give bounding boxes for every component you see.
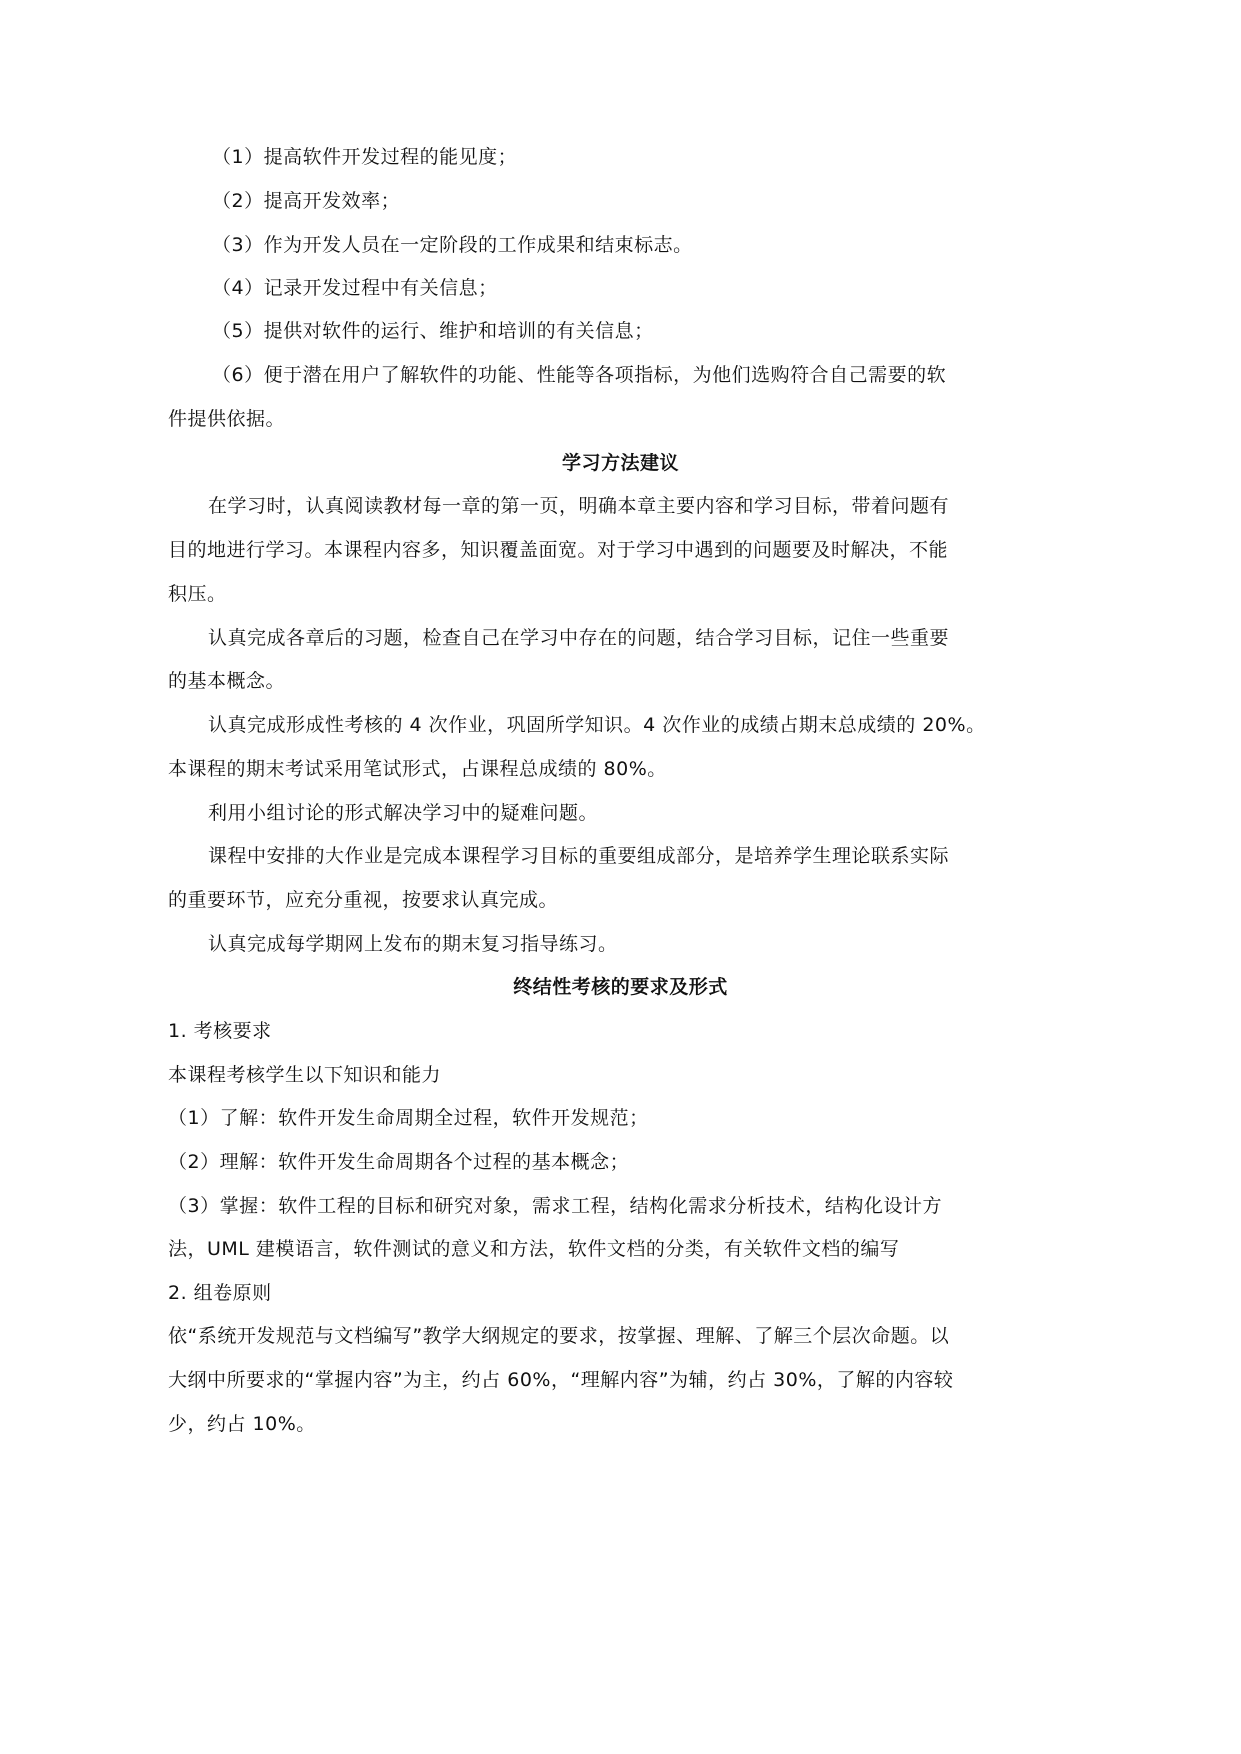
- paragraph-line: 的基本概念。: [168, 670, 286, 692]
- paragraph-line: 的重要环节，应充分重视，按要求认真完成。: [168, 889, 559, 911]
- list-item: （3）掌握：软件工程的目标和研究对象，需求工程，结构化需求分析技术，结构化设计方: [168, 1195, 942, 1217]
- paragraph-line: 大纲中所要求的“掌握内容”为主，约占 60%，“理解内容”为辅，约占 30%，了解的内容较: [168, 1369, 954, 1391]
- paragraph-line: 依“系统开发规范与文档编写”教学大纲规定的要求，按掌握、理解、了解三个层次命题。以: [168, 1325, 950, 1347]
- list-item: （2）提高开发效率；: [212, 190, 401, 212]
- paragraph-line: 少，约占 10%。: [168, 1413, 316, 1435]
- list-item: （1）提高软件开发过程的能见度；: [212, 146, 518, 168]
- subheading-paper-principles: 2. 组卷原则: [168, 1282, 272, 1304]
- paragraph-line: 目的地进行学习。本课程内容多，知识覆盖面宽。对于学习中遇到的问题要及时解决，不能: [168, 539, 949, 561]
- section-heading-exam: 终结性考核的要求及形式: [513, 976, 728, 998]
- list-item: （1）了解：软件开发生命周期全过程，软件开发规范；: [168, 1107, 649, 1129]
- list-item-continuation: 法，UML 建模语言，软件测试的意义和方法，软件文档的分类，有关软件文档的编写: [168, 1238, 900, 1260]
- list-item: （3）作为开发人员在一定阶段的工作成果和结束标志。: [212, 234, 693, 256]
- paragraph-line: 本课程的期末考试采用笔试形式，占课程总成绩的 80%。: [168, 758, 667, 780]
- list-item: （5）提供对软件的运行、维护和培训的有关信息；: [212, 320, 654, 342]
- paragraph-line: 课程中安排的大作业是完成本课程学习目标的重要组成部分，是培养学生理论联系实际: [208, 845, 950, 867]
- paragraph-line: 认真完成各章后的习题，检查自己在学习中存在的问题，结合学习目标，记住一些重要: [208, 627, 950, 649]
- list-item-continuation: 件提供依据。: [168, 408, 286, 430]
- list-item: （4）记录开发过程中有关信息；: [212, 277, 498, 299]
- section-heading-study: 学习方法建议: [561, 452, 679, 474]
- paragraph-line: 认真完成形成性考核的 4 次作业，巩固所学知识。4 次作业的成绩占期末总成绩的 20%。: [208, 714, 986, 736]
- paragraph-line: 认真完成每学期网上发布的期末复习指导练习。: [208, 933, 618, 955]
- paragraph-line: 积压。: [168, 583, 227, 605]
- paragraph-line: 利用小组讨论的形式解决学习中的疑难问题。: [208, 802, 599, 824]
- subheading-exam-requirements: 1. 考核要求: [168, 1020, 272, 1042]
- list-item: （6）便于潜在用户了解软件的功能、性能等各项指标，为他们选购符合自己需要的软: [212, 364, 947, 386]
- list-item: （2）理解：软件开发生命周期各个过程的基本概念；: [168, 1151, 630, 1173]
- paragraph-line: 本课程考核学生以下知识和能力: [168, 1064, 442, 1086]
- paragraph-line: 在学习时，认真阅读教材每一章的第一页，明确本章主要内容和学习目标，带着问题有: [208, 495, 950, 517]
